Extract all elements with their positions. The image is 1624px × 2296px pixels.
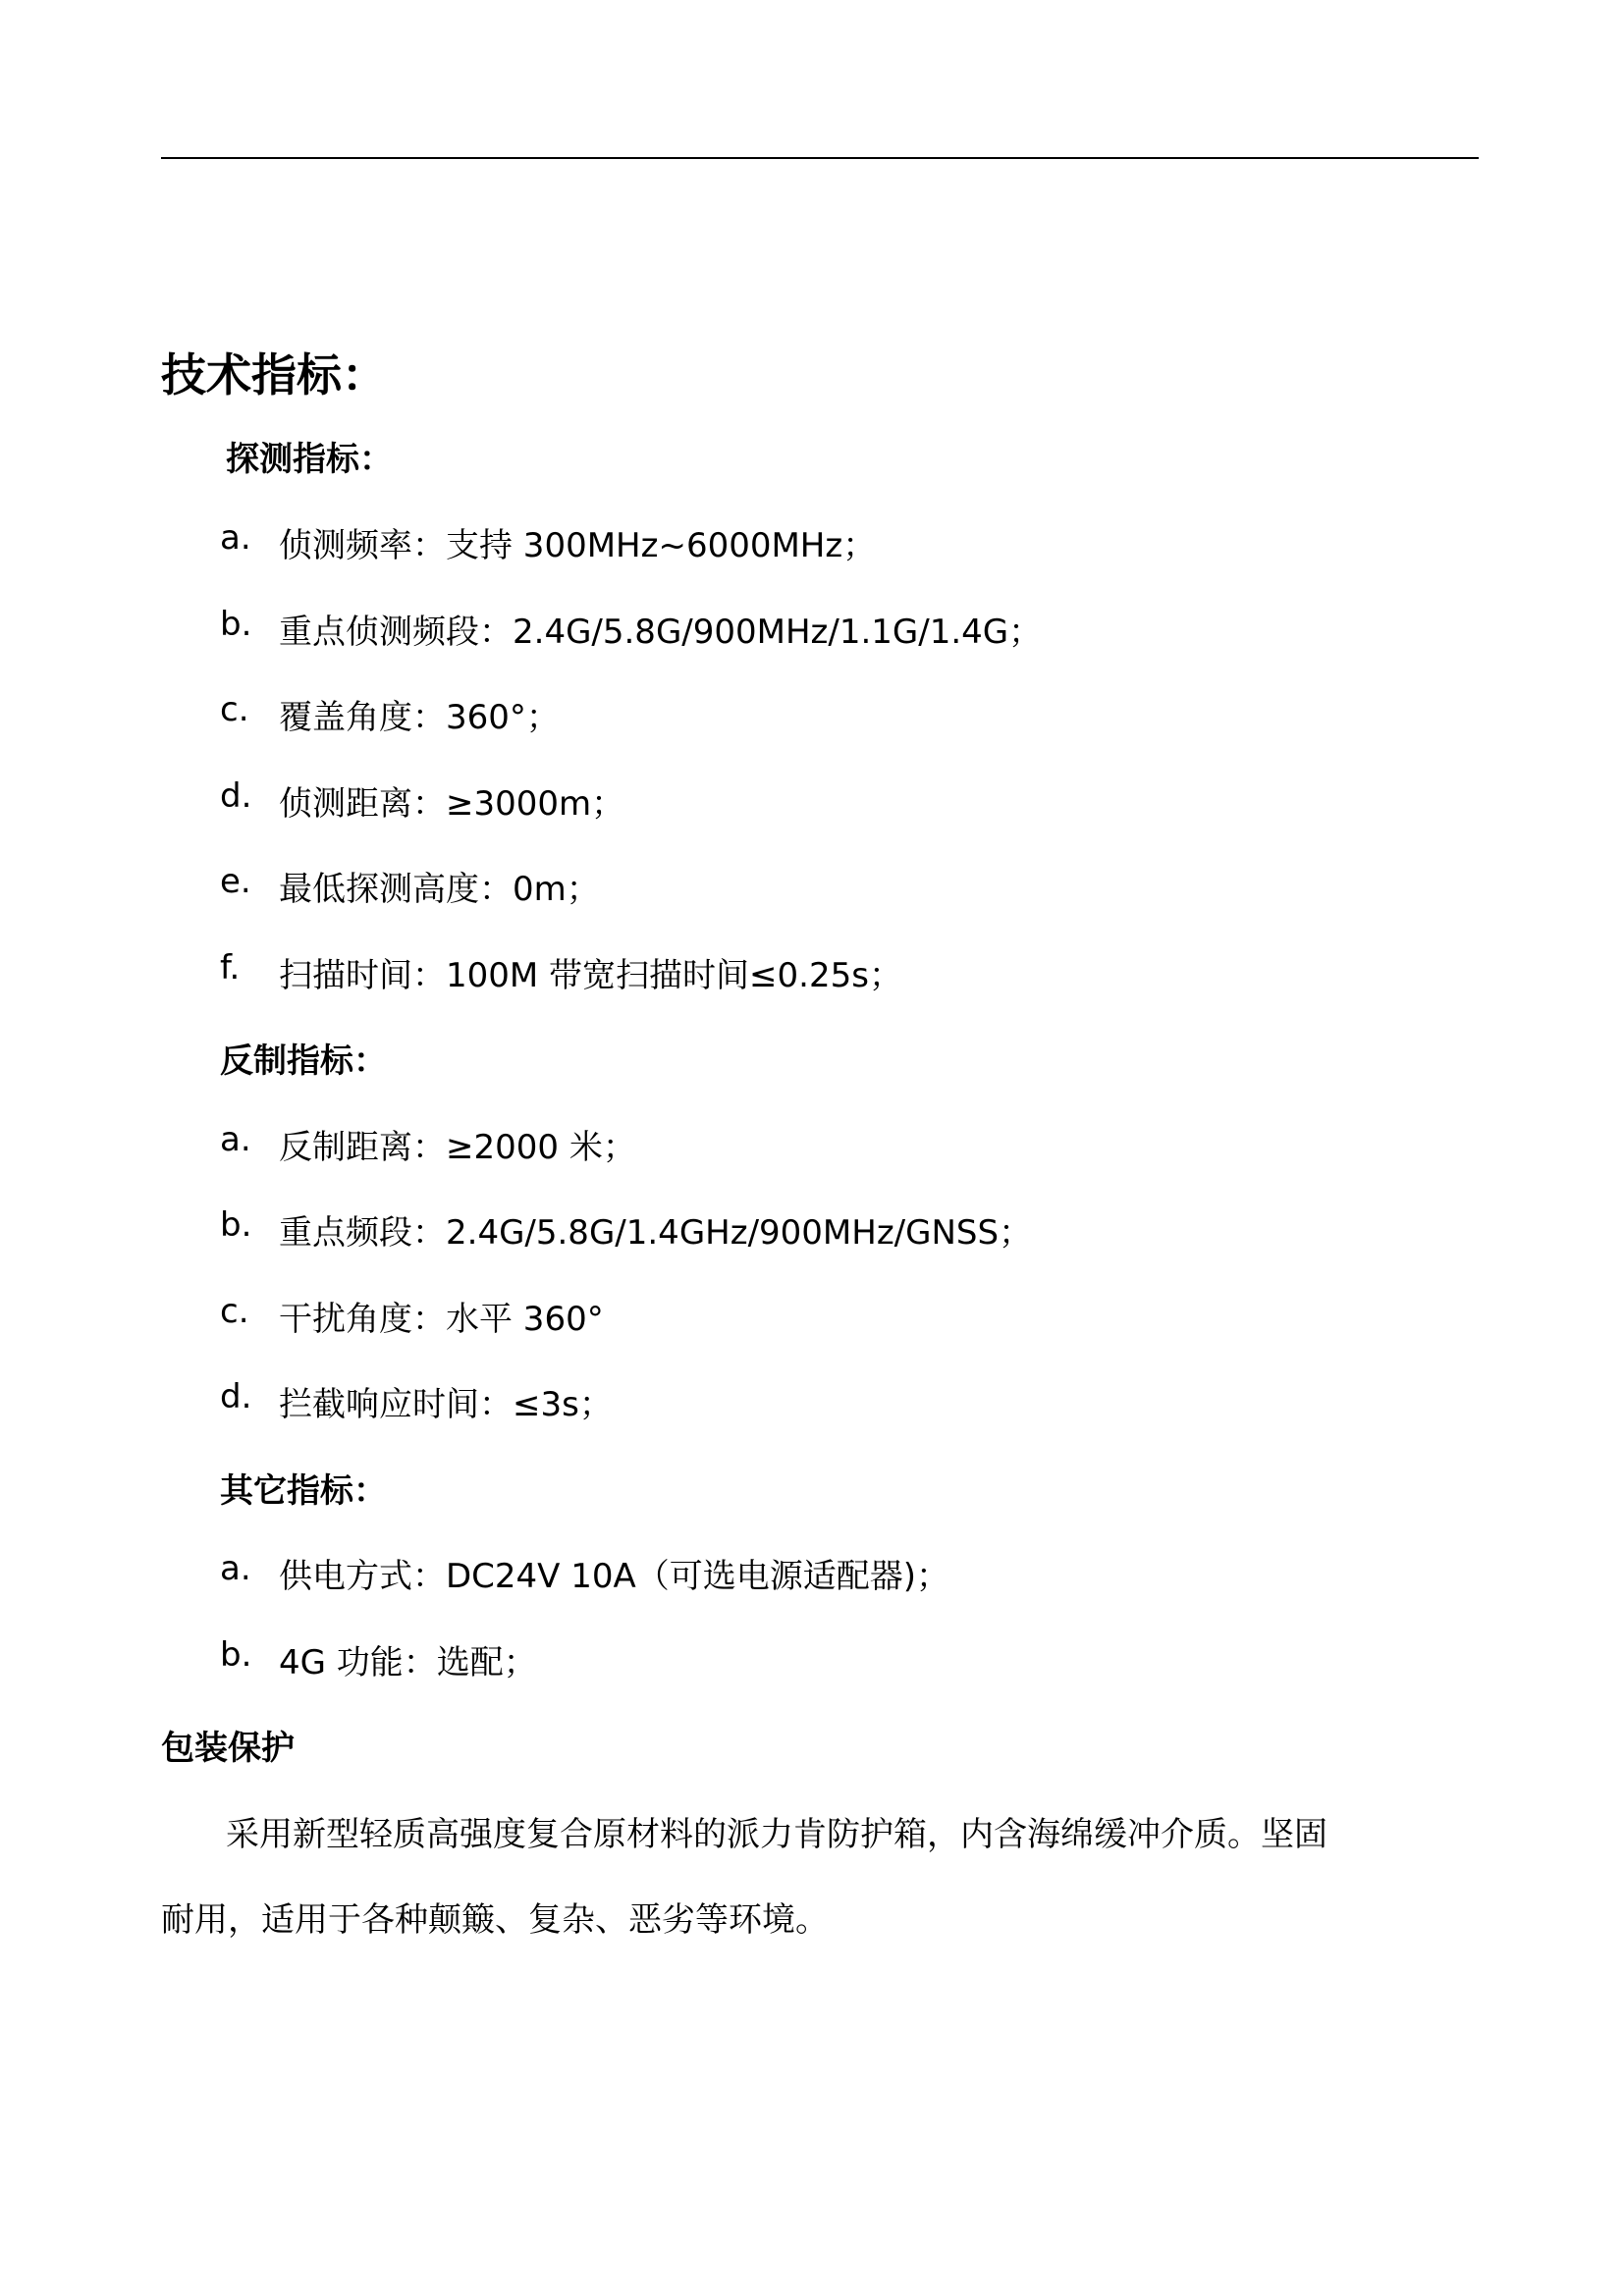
countermeasure-heading: 反制指标： — [220, 1041, 387, 1081]
list-text: 最低探测高度：0m； — [279, 870, 600, 909]
list-text: 扫描时间：100M 带宽扫描时间≤0.25s； — [279, 956, 902, 995]
detection-heading: 探测指标： — [226, 440, 393, 479]
list-marker: c. — [220, 1292, 249, 1331]
list-marker: d. — [220, 1377, 252, 1416]
list-text: 干扰角度：水平 360° — [279, 1300, 604, 1339]
list-marker: e. — [220, 862, 251, 901]
header-rule — [161, 157, 1479, 159]
page-title: 技术指标： — [161, 348, 387, 401]
list-marker: a. — [220, 1120, 251, 1159]
list-marker: a. — [220, 518, 251, 558]
list-text: 重点频段：2.4G/5.8G/1.4GHz/900MHz/GNSS； — [279, 1213, 1033, 1253]
packaging-paragraph-line: 耐用，适用于各种颠簸、复杂、恶劣等环境。 — [161, 1900, 829, 1940]
list-text: 覆盖角度：360°； — [279, 698, 560, 737]
list-marker: d. — [220, 776, 252, 816]
list-marker: b. — [220, 1635, 252, 1675]
list-marker: b. — [220, 1205, 252, 1245]
list-marker: f. — [220, 948, 241, 988]
list-marker: b. — [220, 605, 252, 644]
list-text: 侦测频率：支持 300MHz~6000MHz； — [279, 526, 877, 565]
other-heading: 其它指标： — [220, 1471, 387, 1511]
list-text: 拦截响应时间：≤3s； — [279, 1385, 613, 1424]
list-text: 4G 功能：选配； — [279, 1643, 537, 1682]
list-marker: a. — [220, 1549, 251, 1588]
packaging-heading: 包装保护 — [161, 1729, 295, 1768]
list-text: 供电方式：DC24V 10A（可选电源适配器)； — [279, 1557, 950, 1596]
list-text: 反制距离：≥2000 米； — [279, 1128, 636, 1167]
packaging-paragraph-line: 采用新型轻质高强度复合原材料的派力肯防护箱，内含海绵缓冲介质。坚固 — [226, 1815, 1327, 1854]
list-marker: c. — [220, 690, 249, 729]
list-text: 重点侦测频段：2.4G/5.8G/900MHz/1.1G/1.4G； — [279, 613, 1043, 652]
list-text: 侦测距离：≥3000m； — [279, 784, 625, 824]
